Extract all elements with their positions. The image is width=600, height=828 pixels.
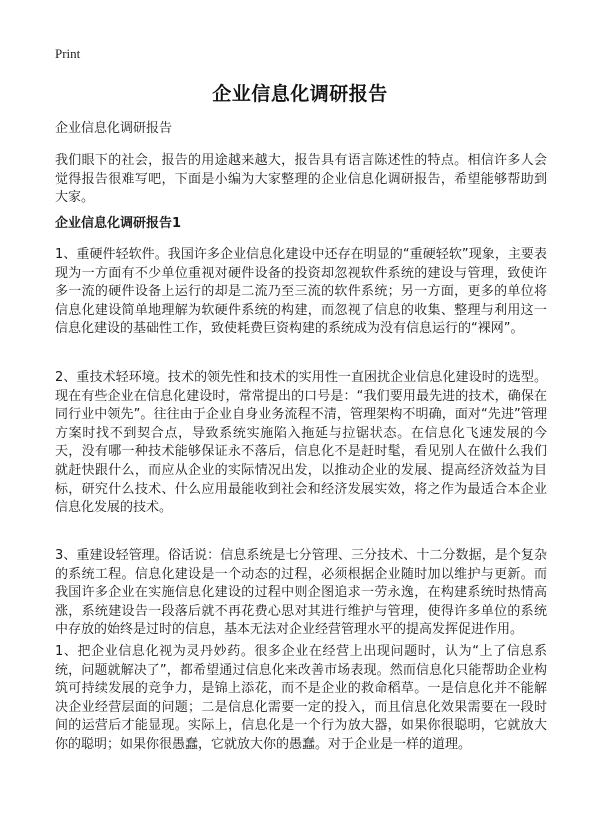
paragraph-2: 2、重技术轻环境。技术的领先性和技术的实用性一直困扰企业信息化建设时的选型。现在有些企业在信息化建设时，常常提出的口号是：“我们要用最先进的技术，确保在同行业中领先”。往往由于企业自身业务流程不清，管理架构不明确，面对“先进”管理方案时找不到契合点，导致系统实施陷入拖延与拉锯状态。在信息化飞速发展的今天，没有哪一种技术能够保证永不落后，信息化不是赶时髦，看见别人在做什么我们就赶快跟什么，而应从企业的实际情况出发，以推动企业的发展、提高经济效益为目标，研究什么技术、什么应用最能收到社会和经济发展实效，将之作为最适合本企业信息化发展的技术。 [55, 370, 547, 516]
document-title: 企业信息化调研报告 [212, 83, 388, 105]
section-heading: 企业信息化调研报告1 [55, 216, 182, 231]
document-subtitle: 企业信息化调研报告 [55, 121, 173, 136]
paragraph-1: 1、重硬件轻软件。我国许多企业信息化建设中还存在明显的“重硬轻软”现象，主要表现为一方面有不少单位重视对硬件设备的投资却忽视软件系统的建设与管理，致使许多一流的硬件设备上运行的却是二流乃至三流的软件系统；另一方面，更多的单位将信息化建设简单地理解为软硬件系统的构建，而忽视了信息的收集、整理与利用这一信息化建设的基础性工作，致使耗费巨资构建的系统成为没有信息运行的“裸网”。 [55, 247, 547, 337]
print-link[interactable]: Print [55, 46, 81, 61]
intro-paragraph: 我们眼下的社会，报告的用途越来越大，报告具有语言陈述性的特点。相信许多人会觉得报告很难写吧，下面是小编为大家整理的企业信息化调研报告，希望能够帮助到大家。 [55, 153, 547, 206]
paragraph-4: 1、把企业信息化视为灵丹妙药。很多企业在经营上出现问题时，认为“上了信息系统，问题就解决了”，都希望通过信息化来改善市场表现。然而信息化只能帮助企业构筑可持续发展的竞争力，是锦上添花，而不是企业的救命稻草。一是信息化并不能解决企业经营层面的问题；二是信息化需要一定的投入，而且信息化效果需要在一段时间的运营后才能显现。实际上，信息化是一个行为放大器，如果你很聪明，它就放大你的聪明；如果你很愚蠢，它就放大你的愚蠢。对于企业是一样的道理。 [55, 644, 547, 752]
paragraph-3: 3、重建设轻管理。俗话说：信息系统是七分管理、三分技术、十二分数据，是个复杂的系统工程。信息化建设是一个动态的过程，必须根据企业随时加以维护与更新。而我国许多企业在实施信息化建设的过程中则企图追求一劳永逸，在构建系统时热情高涨，系统建设告一段落后就不再花费心思对其进行维护与管理，使得许多单位的系统中存放的始终是过时的信息，基本无法对企业经营管理水平的提高发挥促进作用。 [55, 548, 547, 638]
